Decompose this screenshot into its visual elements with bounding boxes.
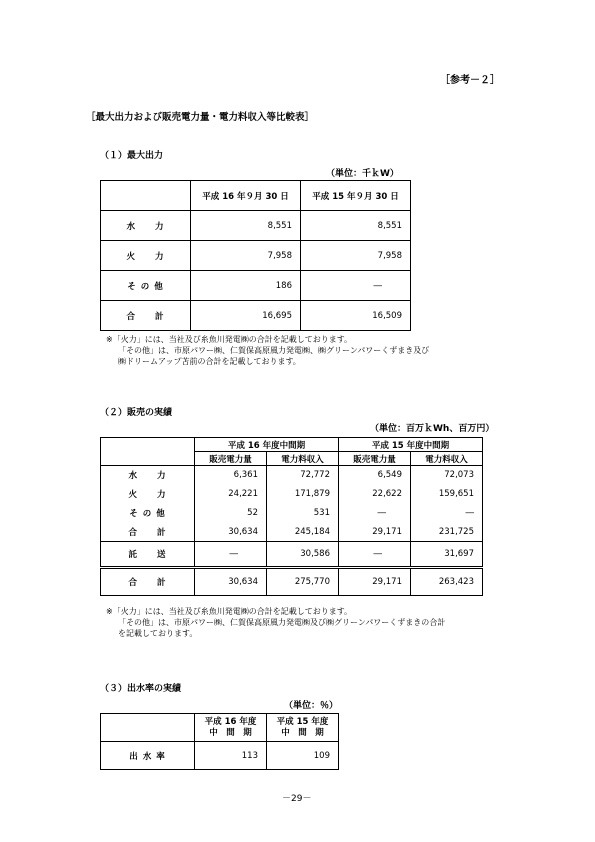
section2-note-2: 「その他」は、市原パワー㈱、仁賀保高原風力発電㈱及び㈱グリーンパワーくずまきの合計 [118, 618, 446, 627]
cell-value: 531 [267, 504, 339, 523]
cell-value: 29,171 [339, 568, 411, 596]
subheader-sales-volume: 販売電力量 [195, 452, 267, 466]
table-row [101, 485, 483, 504]
section1-note-1: ※「火力」には、当社及び糸魚川発電㈱の合計を記載しております。 [106, 335, 353, 344]
sales-table [100, 437, 483, 596]
cell-value: 159,651 [411, 485, 483, 504]
cell-value: 186 [191, 271, 301, 301]
period-header-h15: 平成 15 年度中間期 [339, 438, 483, 452]
row-label: 水 力 [101, 211, 191, 241]
table-row [101, 466, 483, 485]
cell-value: ― [411, 504, 483, 523]
cell-value: 72,772 [267, 466, 339, 485]
row-label: 火 力 [101, 241, 191, 271]
section3-title: （３）出水率の実績 [100, 684, 182, 694]
section2-note-1: ※「火力」には、当社及び糸魚川発電㈱の合計を記載しております。 [106, 607, 353, 616]
subheader-sales-volume: 販売電力量 [339, 452, 411, 466]
table-row [101, 301, 411, 331]
cell-value: 8,551 [191, 211, 301, 241]
header-line: 平成 15 年度 [276, 716, 329, 727]
section1-note-2: 「その他」は、市原パワー㈱、仁賀保高原風力発電㈱、㈱グリーンパワーくずまき及び [118, 346, 430, 355]
cell-value: 30,634 [195, 523, 267, 542]
table-row [101, 504, 483, 523]
page-number: －29－ [282, 794, 312, 804]
cell-value: 16,509 [301, 301, 411, 331]
subheader-revenue: 電力料収入 [411, 452, 483, 466]
cell-value: 245,184 [267, 523, 339, 542]
row-label: 水 力 [101, 466, 195, 485]
cell-value: 7,958 [301, 241, 411, 271]
cell-value: 29,171 [339, 523, 411, 542]
row-label: 託 送 [101, 542, 195, 568]
cell-value: 22,622 [339, 485, 411, 504]
water-flow-table [100, 713, 339, 770]
cell-value: ― [339, 504, 411, 523]
cell-value: 8,551 [301, 211, 411, 241]
cell-value: 52 [195, 504, 267, 523]
header-h15: 平成 15 年９月 30 日 [301, 181, 411, 211]
table-row [101, 211, 411, 241]
max-output-table [100, 180, 411, 331]
header-h16: 平成 16 年９月 30 日 [191, 181, 301, 211]
cell-value: ― [195, 542, 267, 568]
cell-value: 31,697 [411, 542, 483, 568]
cell-value: 7,958 [191, 241, 301, 271]
header-h15-interim [267, 714, 339, 742]
section3-unit: （単位：％） [284, 701, 339, 711]
table-row [101, 742, 339, 770]
header-line: 中 間 期 [209, 727, 252, 738]
cell-value: 109 [267, 742, 339, 770]
table-row [101, 271, 411, 301]
cell-value: 30,586 [267, 542, 339, 568]
row-label: そ の 他 [101, 504, 195, 523]
cell-value: 6,549 [339, 466, 411, 485]
row-label: そ の 他 [101, 271, 191, 301]
header-h16-interim [195, 714, 267, 742]
corner-cell [101, 181, 191, 211]
table-row [101, 568, 483, 596]
table-row [101, 523, 483, 542]
cell-value: 16,695 [191, 301, 301, 331]
main-title: ［最大出力および販売電力量・電力料収入等比較表］ [86, 112, 315, 123]
cell-value: 30,634 [195, 568, 267, 596]
cell-value: 72,073 [411, 466, 483, 485]
subheader-revenue: 電力料収入 [267, 452, 339, 466]
reference-label: ［参考－２］ [440, 75, 500, 86]
section1-title: （１）最大出力 [100, 151, 164, 161]
section2-note-3: を記載しております。 [118, 629, 198, 638]
section2-unit: （単位：百万ｋWh、百万円） [370, 424, 495, 434]
row-label: 合 計 [101, 301, 191, 331]
section2-title: （２）販売の実績 [100, 408, 173, 418]
cell-value: ― [339, 542, 411, 568]
cell-value: 24,221 [195, 485, 267, 504]
cell-value: 231,725 [411, 523, 483, 542]
cell-value: 263,423 [411, 568, 483, 596]
row-label: 合 計 [101, 568, 195, 596]
header-line: 中 間 期 [281, 727, 324, 738]
cell-value: 6,361 [195, 466, 267, 485]
cell-value: ― [301, 271, 411, 301]
section1-unit: （単位：千ｋW） [326, 169, 399, 179]
header-line: 平成 16 年度 [204, 716, 257, 727]
row-label: 合 計 [101, 523, 195, 542]
corner-cell [101, 714, 195, 742]
table-row [101, 542, 483, 568]
table-row [101, 241, 411, 271]
corner-cell [101, 438, 195, 466]
section1-note-3: ㈱ドリームアップ苫前の合計を記載しております。 [118, 357, 301, 366]
cell-value: 113 [195, 742, 267, 770]
cell-value: 171,879 [267, 485, 339, 504]
cell-value: 275,770 [267, 568, 339, 596]
period-header-h16: 平成 16 年度中間期 [195, 438, 339, 452]
row-label: 出 水 率 [101, 742, 195, 770]
row-label: 火 力 [101, 485, 195, 504]
